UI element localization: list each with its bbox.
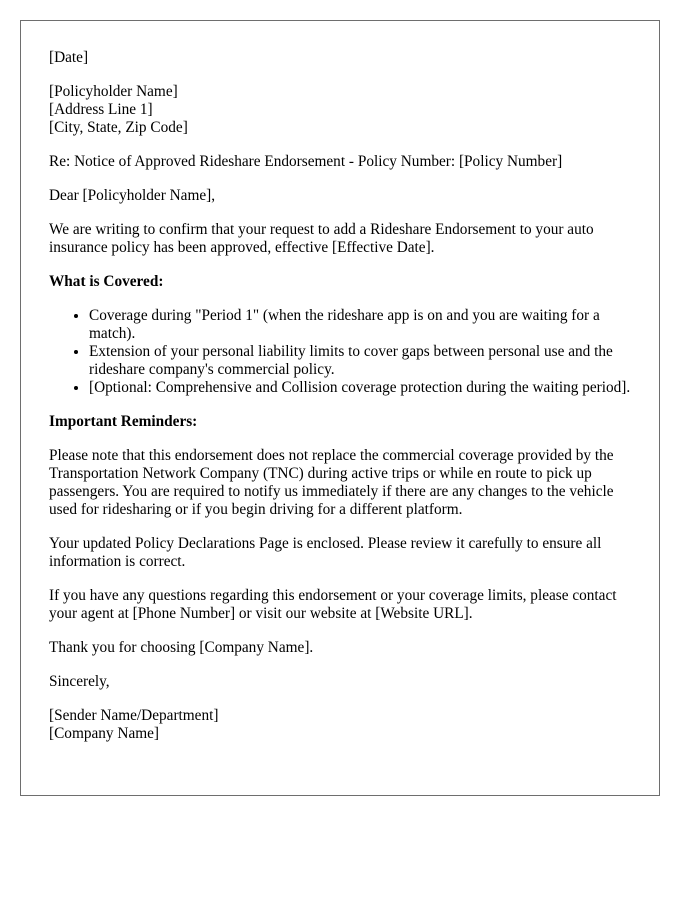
recipient-address-block	[49, 83, 631, 137]
signature-block	[49, 707, 631, 743]
thanks-paragraph: Thank you for choosing [Company Name].	[49, 639, 314, 656]
sender-name: [Sender Name/Department]	[49, 707, 219, 724]
intro-paragraph: We are writing to confirm that your request to add a Rideshare Endorsement to your auto insurance policy has been approved, effective [Effective Date].	[49, 221, 594, 256]
recipient-name: [Policyholder Name]	[49, 83, 178, 100]
covered-list	[49, 307, 631, 397]
closing-line: Sincerely,	[49, 673, 110, 690]
recipient-address-line-1: [Address Line 1]	[49, 101, 153, 118]
sender-company: [Company Name]	[49, 725, 160, 742]
recipient-city-state-zip: [City, State, Zip Code]	[49, 119, 188, 136]
list-item: • Coverage during "Period 1" (when the rideshare app is on and you are waiting for a match).	[89, 307, 631, 343]
list-item: • [Optional: Comprehensive and Collision coverage protection during the waiting period].	[89, 379, 631, 397]
list-item: • Extension of your personal liability limits to cover gaps between personal use and the rideshare company's commercial policy.	[89, 343, 631, 379]
letter-document	[20, 20, 660, 796]
contact-paragraph: If you have any questions regarding this endorsement or your coverage limits, please contact your agent at [Phone Number] or visit our website at [Website URL].	[49, 587, 617, 622]
reminders-paragraph: Please note that this endorsement does not replace the commercial coverage provided by the Transportation Network Company (TNC) during active trips or while en route to pick up passengers. You are required to notify us immediately if there are any changes to the vehicle used for ridesharing or if you begin driving for a different platform.	[49, 447, 614, 518]
reminders-heading: Important Reminders:	[49, 413, 198, 430]
letter-salutation: Dear [Policyholder Name],	[49, 187, 216, 204]
covered-heading: What is Covered:	[49, 273, 164, 290]
letter-date: [Date]	[49, 49, 89, 66]
declarations-paragraph: Your updated Policy Declarations Page is enclosed. Please review it carefully to ensure all information is correct.	[49, 535, 602, 570]
letter-subject: Re: Notice of Approved Rideshare Endorsement - Policy Number: [Policy Number]	[49, 153, 563, 170]
